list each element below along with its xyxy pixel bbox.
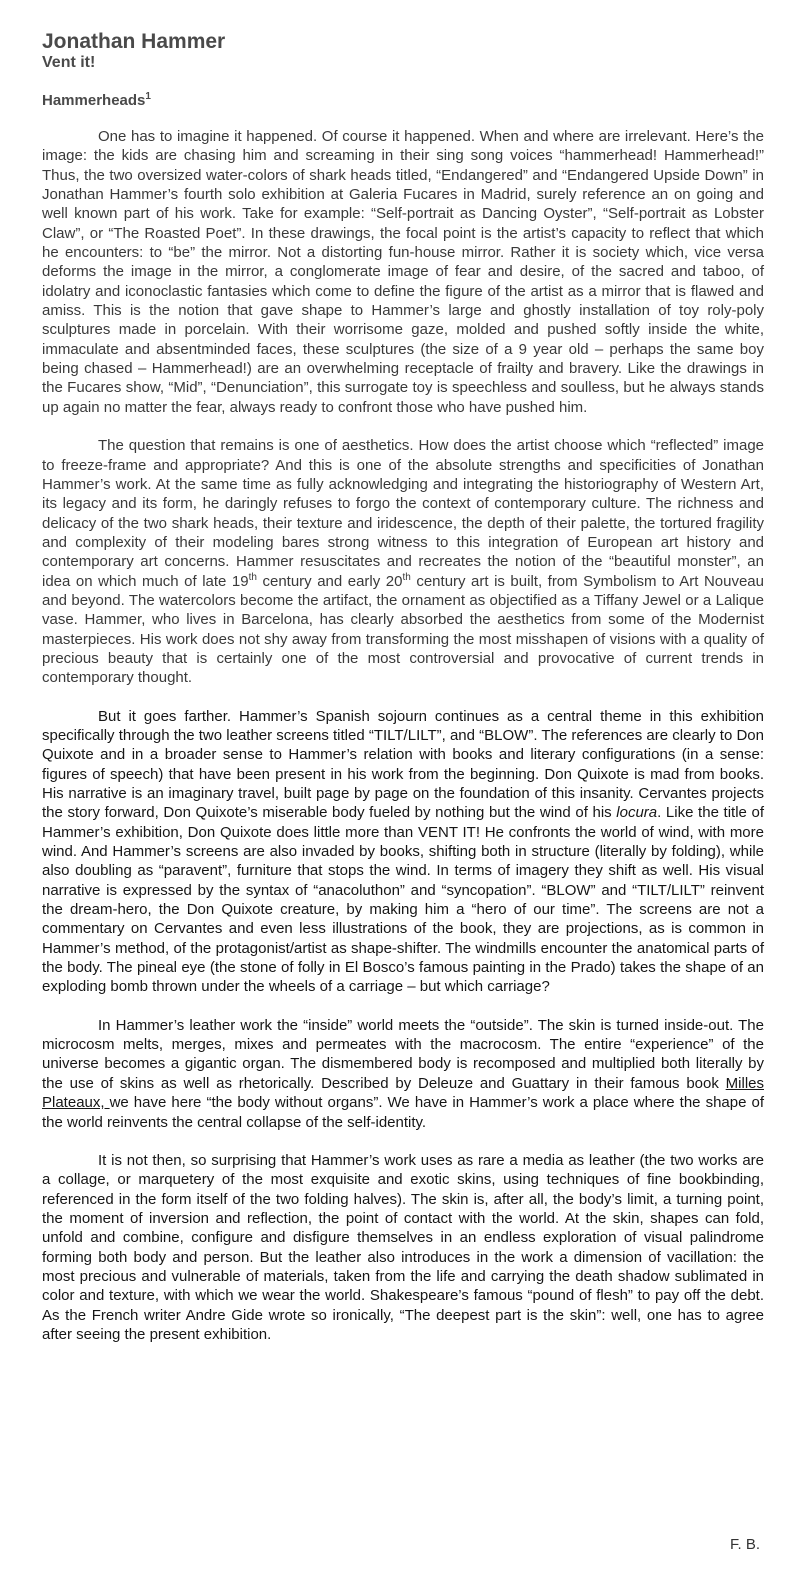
paragraph-4 <box>42 1016 764 1132</box>
paragraph-3 <box>42 707 764 997</box>
paragraph-3-part-2: . Like the title of Hammer’s exhibition, Don Quixote does little more than VENT IT! He confronts the world of wind, with more wind. And Hammer’s screens are also invaded by books, shifting both in structure (literally by folding), while also doubling as “paravent”, furniture that stops the wind. In terms of imagery they shift as well. His visual narrative is expressed by the syntax of “anacoluthon” and “syncopation”. “BLOW” and “TILT/LILT” reinvent the dream-hero, the Don Quixote creature, by making him a “hero of our time”. The screens are not a commentary on Cervantes and even less illustrations of the book, they are projections, as is common in Hammer’s method, of the protagonist/artist as shape-shifter. The windmills encounter the anatomical parts of the body. The pineal eye (the stone of folly in El Bosco’s famous painting in the Prado) takes the shape of an exploding bomb thrown under the wheels of a carriage – but which carriage? <box>42 804 764 996</box>
article-title: Vent it! <box>42 54 96 71</box>
document-page <box>42 30 764 1363</box>
paragraph-4-part-2: we have here “the body without organs”. We have in Hammer’s work a place where the shape of the world reinvents the central collapse of the self-identity. <box>42 1094 764 1131</box>
section-title: Hammerheads <box>42 92 146 109</box>
paragraph-1: One has to imagine it happened. Of course it happened. When and where are irrelevant. Here’s the image: the kids are chasing him and screaming in their sing song voices “hammerhead! Hammerhead!” Thus, the two oversized water-colors of shark heads titled, “Endangered” and “Endangered Upside Down” in Jonathan Hammer’s fourth solo exhibition at Galeria Fucares in Madrid, surely reference an on going and well known part of his work. Take for example: “Self-portrait as Dancing Oyster”, “Self-portrait as Lobster Claw”, or “The Roasted Poet”. In these drawings, the focal point is the artist’s capacity to reflect that which he encounters: to “be” the mirror. Not a distorting fun-house mirror. Rather it is society which, vice versa deforms the image in the mirror, a conglomerate image of fear and desire, of the sacred and taboo, of idolatry and iconoclastic fantasies which come to define the figure of the artist as a mirror that is flawed and amiss. This is the notion that gave shape to Hammer’s large and ghostly installation of toy roly-poly sculptures made in porcelain. With their worrisome gaze, molded and pushed softly inside the white, immaculate and absentminded faces, these sculptures (the size of a 9 year old – perhaps the same boy being chased – Hammerhead!) are an overwhelming receptacle of frailty and bravery. Like the drawings in the Fucares show, “Mid”, “Denunciation”, this surrogate toy is speechless and soulless, but he always stands up again no matter the fear, always ready to confront those who have pushed him. <box>42 128 764 416</box>
ordinal-suffix-19: th <box>248 571 257 583</box>
footnote-marker: 1 <box>145 91 151 102</box>
paragraph-4-part-1: In Hammer’s leather work the “inside” world meets the “outside”. The skin is turned inside-out. The microcosm melts, merges, mixes and permeates with the macrocosm. The entire “experience” of the universe becomes a gigantic organ. The dismembered body is recomposed and multiplied both literally by the use of skins as well as rhetorically. Described by Deleuze and Guattary in their famous book <box>42 1016 764 1092</box>
paragraph-2-part-2: century and early 20 <box>256 572 403 590</box>
ordinal-suffix-20: th <box>402 571 411 583</box>
italic-term: locura <box>616 804 658 822</box>
paragraph-2 <box>42 436 764 687</box>
paragraph-5: It is not then, so surprising that Hammer’s work uses as rare a media as leather (the two works are a collage, or marquetery of the most exquisite and exotic skins, using techniques of fine bookbinding, referenced in the form itself of the two folding halves). The skin is, after all, the body’s limit, a turning point, the moment of inversion and reflection, the point of contact with the world. At the skin, shapes can fold, unfold and combine, configure and disfigure themselves in an endless exploration of visual palindrome forming both body and person. But the leather also introduces in the work a dimension of vacillation: the most precious and vulnerable of materials, taken from the life and carrying the death shadow sublimated in color and texture, with which we wear the world. Shakespeare’s famous “pound of flesh” to pay off the debt. As the French writer Andre Gide wrote so ironically, “The deepest part is the skin”: well, one has to agree after seeing the present exhibition. <box>42 1151 764 1343</box>
signature-initials: F. B. <box>729 1536 760 1553</box>
paragraph-2-part-3: century art is built, from Symbolism to Art Nouveau and beyond. The watercolors become the artifact, the ornament as objectified as a Tiffany Jewel or a Lalique vase. Hammer, who lives in Barcelona, has clearly absorbed the aesthetics from some of the Modernist masterpieces. His work does not shy away from transforming the most misshapen of visions with a quality of precious beauty that is certainly one of the most controversial and provocative of current trends in contemporary thought. <box>42 572 764 687</box>
underlined-book-title: Milles Plateaux, <box>42 1074 764 1112</box>
section-heading <box>42 91 764 111</box>
author-name: Jonathan Hammer <box>42 30 226 53</box>
paragraph-3-part-1: But it goes farther. Hammer’s Spanish sojourn continues as a central theme in this exhibition specifically through the two leather screens titled “TILT/LILT”, and “BLOW”. The references are clearly to Don Quixote and in a broader sense to Hammer’s relation with books and literary configurations (in a sense: figures of speech) that have been present in his work from the beginning. Don Quixote is mad from books. His narrative is an imaginary travel, built page by page on the foundation of this insanity. Cervantes projects the story forward, Don Quixote’s miserable body fueled by nothing but the wind of his <box>42 707 764 822</box>
paragraph-2-part-1: The question that remains is one of aesthetics. How does the artist choose which “reflected” image to freeze-frame and appropriate? And this is one of the absolute strengths and specificities of Jonathan Hammer’s work. At the same time as fully acknowledging and integrating the historiography of Western Art, its legacy and its form, he daringly refuses to forgo the context of contemporary culture. The richness and delicacy of the two shark heads, their texture and iridescence, the depth of their palette, the tortured fragility and complexity of their modeling bares strong witness to this integration of European art history and contemporary art concerns. Hammer resuscitates and recreates the notion of the “beautiful monster”, an idea on which much of late 19 <box>42 437 764 590</box>
